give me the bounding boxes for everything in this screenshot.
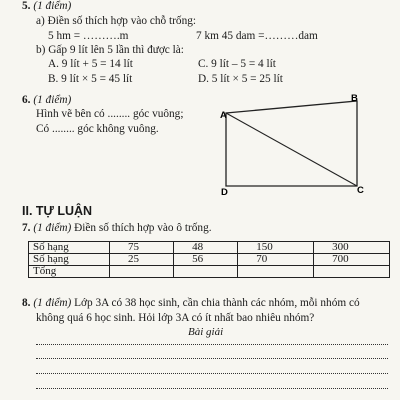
table-cell: 75 — [110, 242, 174, 254]
answer-cell[interactable] — [314, 266, 390, 278]
table-cell: 48 — [174, 242, 238, 254]
answer-cell[interactable] — [238, 266, 314, 278]
question-text-line-2: không quá 6 học sinh. Hỏi lớp 3A có ít nhất bao nhiêu nhóm? — [36, 312, 315, 324]
table-row — [29, 254, 390, 266]
vertex-d-label: D — [221, 187, 228, 198]
table-cell: 56 — [174, 254, 238, 266]
q5-part-a-right: 7 km 45 dam =………dam — [196, 30, 318, 42]
q5-part-a-left: 5 hm = ……….m — [48, 30, 129, 42]
vertex-b-label: B — [351, 93, 358, 104]
table-cell: 700 — [314, 254, 390, 266]
vertex-c-label: C — [357, 185, 364, 196]
question-number: 8. — [22, 297, 31, 309]
question-text: Điền số thích hợp vào ô trống. — [74, 222, 212, 234]
question-points: (1 điểm) — [33, 0, 72, 12]
q5-option-c[interactable]: C. 9 lít – 5 = 4 lít — [198, 58, 276, 70]
question-8-header — [22, 297, 360, 309]
answer-line[interactable] — [36, 388, 388, 389]
question-number: 7. — [22, 222, 31, 234]
table-row — [29, 266, 390, 278]
q6-line-1: Hình vẽ bên có ........ góc vuông; — [36, 108, 184, 120]
answer-line[interactable] — [36, 373, 388, 374]
solution-title: Bài giải — [188, 326, 224, 338]
q6-figure — [212, 90, 372, 200]
vertex-a-label: A — [220, 110, 227, 121]
question-points: (1 điểm) — [33, 297, 72, 309]
answer-cell[interactable] — [110, 266, 174, 278]
q5-part-a-label: a) Điền số thích hợp vào chỗ trống: — [36, 15, 197, 27]
table-cell: 25 — [110, 254, 174, 266]
table-cell: 70 — [238, 254, 314, 266]
question-5-header — [22, 0, 71, 12]
diagonal-ac — [226, 113, 357, 186]
question-points: (1 điểm) — [33, 94, 72, 106]
question-6-header — [22, 94, 71, 106]
row-header: Số hạng — [29, 242, 110, 254]
q5-option-a[interactable]: A. 9 lít + 5 = 14 lít — [48, 58, 133, 70]
q5-option-d[interactable]: D. 5 lít × 5 = 25 lít — [198, 73, 283, 85]
section-title: II. TỰ LUẬN — [22, 204, 93, 218]
answer-line[interactable] — [36, 358, 388, 359]
row-header: Số hạng — [29, 254, 110, 266]
question-text-line-1: Lớp 3A có 38 học sinh, cần chia thành các nhóm, mỗi nhóm có — [74, 297, 360, 309]
q6-line-2: Có ........ góc không vuông. — [36, 123, 159, 135]
row-header: Tổng — [29, 266, 110, 278]
question-number: 5. — [22, 0, 31, 12]
answer-cell[interactable] — [174, 266, 238, 278]
sum-table — [28, 241, 390, 278]
answer-line[interactable] — [36, 344, 388, 345]
question-7-header — [22, 222, 212, 234]
q5-option-b[interactable]: B. 9 lít × 5 = 45 lít — [48, 73, 133, 85]
quadrilateral-abcd — [226, 101, 357, 186]
table-cell: 300 — [314, 242, 390, 254]
table-row — [29, 242, 390, 254]
question-number: 6. — [22, 94, 31, 106]
question-points: (1 điểm) — [33, 222, 72, 234]
q5-part-b-label: b) Gấp 9 lít lên 5 lần thì được là: — [36, 44, 184, 56]
table-cell: 150 — [238, 242, 314, 254]
